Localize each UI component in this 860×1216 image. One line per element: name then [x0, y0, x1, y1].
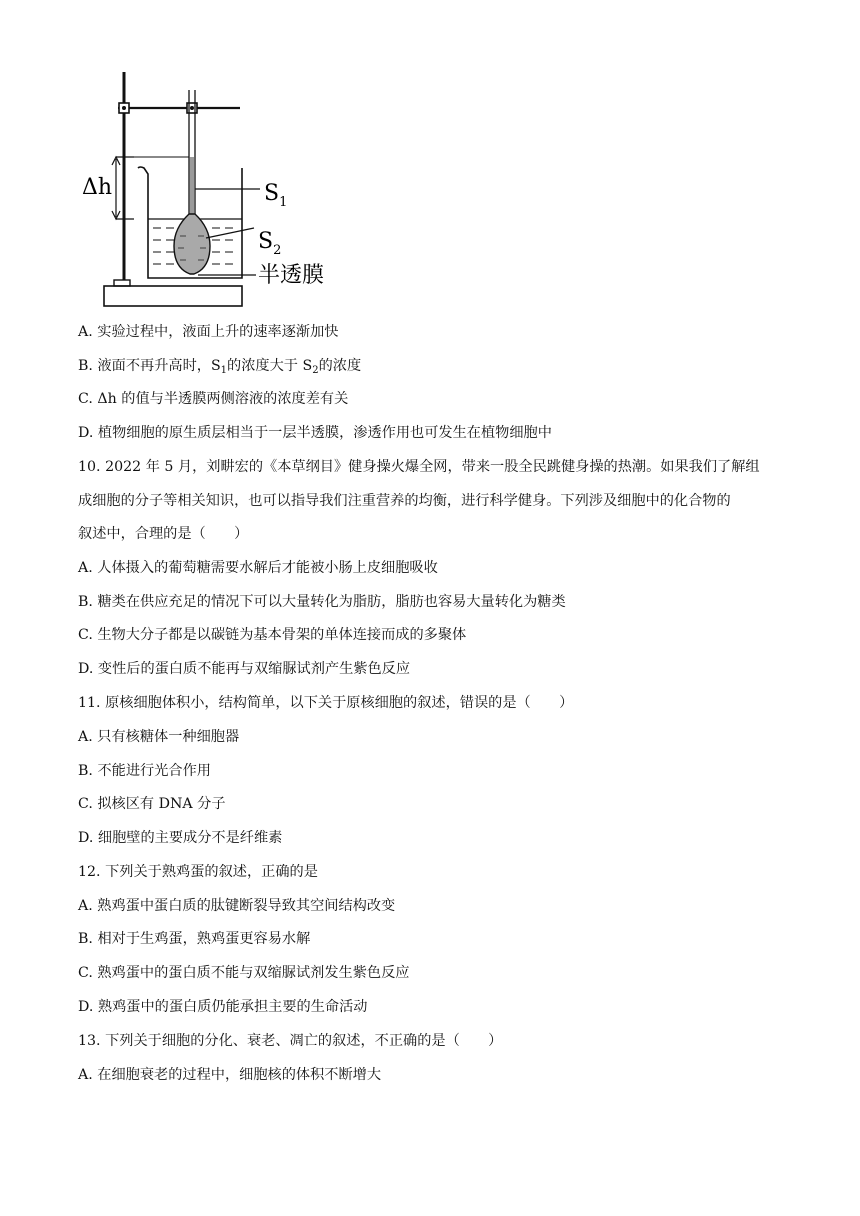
q12-stem: 12. 下列关于熟鸡蛋的叙述，正确的是: [78, 864, 318, 880]
q12-option-c: C. 熟鸡蛋中的蛋白质不能与双缩脲试剂发生紫色反应: [78, 965, 410, 981]
q9-option-c: C. Δh 的值与半透膜两侧溶液的浓度差有关: [78, 391, 349, 407]
s2-label: $S_2$: [258, 229, 282, 258]
q11-option-d: D. 细胞壁的主要成分不是纤维素: [78, 830, 283, 846]
q10-option-c: C. 生物大分子都是以碳链为基本骨架的单体连接而成的多聚体: [78, 627, 467, 643]
q9-option-d: D. 植物细胞的原生质层相当于一层半透膜，渗透作用也可发生在植物细胞中: [78, 425, 552, 441]
q13-stem: 13. 下列关于细胞的分化、衰老、凋亡的叙述，不正确的是（ ）: [78, 1033, 503, 1049]
q10-stem-line2: 成细胞的分子等相关知识，也可以指导我们注重营养的均衡，进行科学健身。下列涉及细胞中的化合物的: [78, 493, 731, 509]
osmosis-apparatus-figure: [78, 68, 348, 310]
membrane-label: 半透膜: [258, 263, 325, 288]
q9-option-a: A. 实验过程中，液面上升的速率逐渐加快: [78, 324, 339, 340]
q11-option-a: A. 只有核糖体一种细胞器: [78, 729, 240, 745]
q12-option-a: A. 熟鸡蛋中蛋白质的肽键断裂导致其空间结构改变: [78, 898, 396, 914]
s1-label: $S_1$: [264, 181, 288, 210]
q10-option-a: A. 人体摄入的葡萄糖需要水解后才能被小肠上皮细胞吸收: [78, 560, 438, 576]
q10-option-d: D. 变性后的蛋白质不能再与双缩脲试剂产生紫色反应: [78, 661, 411, 677]
q9-option-b: B. 液面不再升高时，$S_1$的浓度大于 $S_2$的浓度: [78, 358, 362, 376]
q12-option-d: D. 熟鸡蛋中的蛋白质仍能承担主要的生命活动: [78, 999, 368, 1015]
q11-stem: 11. 原核细胞体积小，结构简单，以下关于原核细胞的叙述，错误的是（ ）: [78, 695, 574, 711]
q10-stem-line3: 叙述中，合理的是（ ）: [78, 526, 249, 542]
q12-option-b: B. 相对于生鸡蛋，熟鸡蛋更容易水解: [78, 931, 311, 947]
q10-option-b: B. 糖类在供应充足的情况下可以大量转化为脂肪，脂肪也容易大量转化为糖类: [78, 594, 566, 610]
q13-option-a: A. 在细胞衰老的过程中，细胞核的体积不断增大: [78, 1067, 382, 1083]
q11-option-b: B. 不能进行光合作用: [78, 763, 211, 779]
delta-h-label: Δh: [82, 175, 113, 200]
q11-option-c: C. 拟核区有 DNA 分子: [78, 796, 226, 812]
q10-stem-line1: 10. 2022 年 5 月，刘畊宏的《本草纲目》健身操火爆全网，带来一股全民跳健身操的热潮。如果我们了解组: [78, 459, 760, 475]
